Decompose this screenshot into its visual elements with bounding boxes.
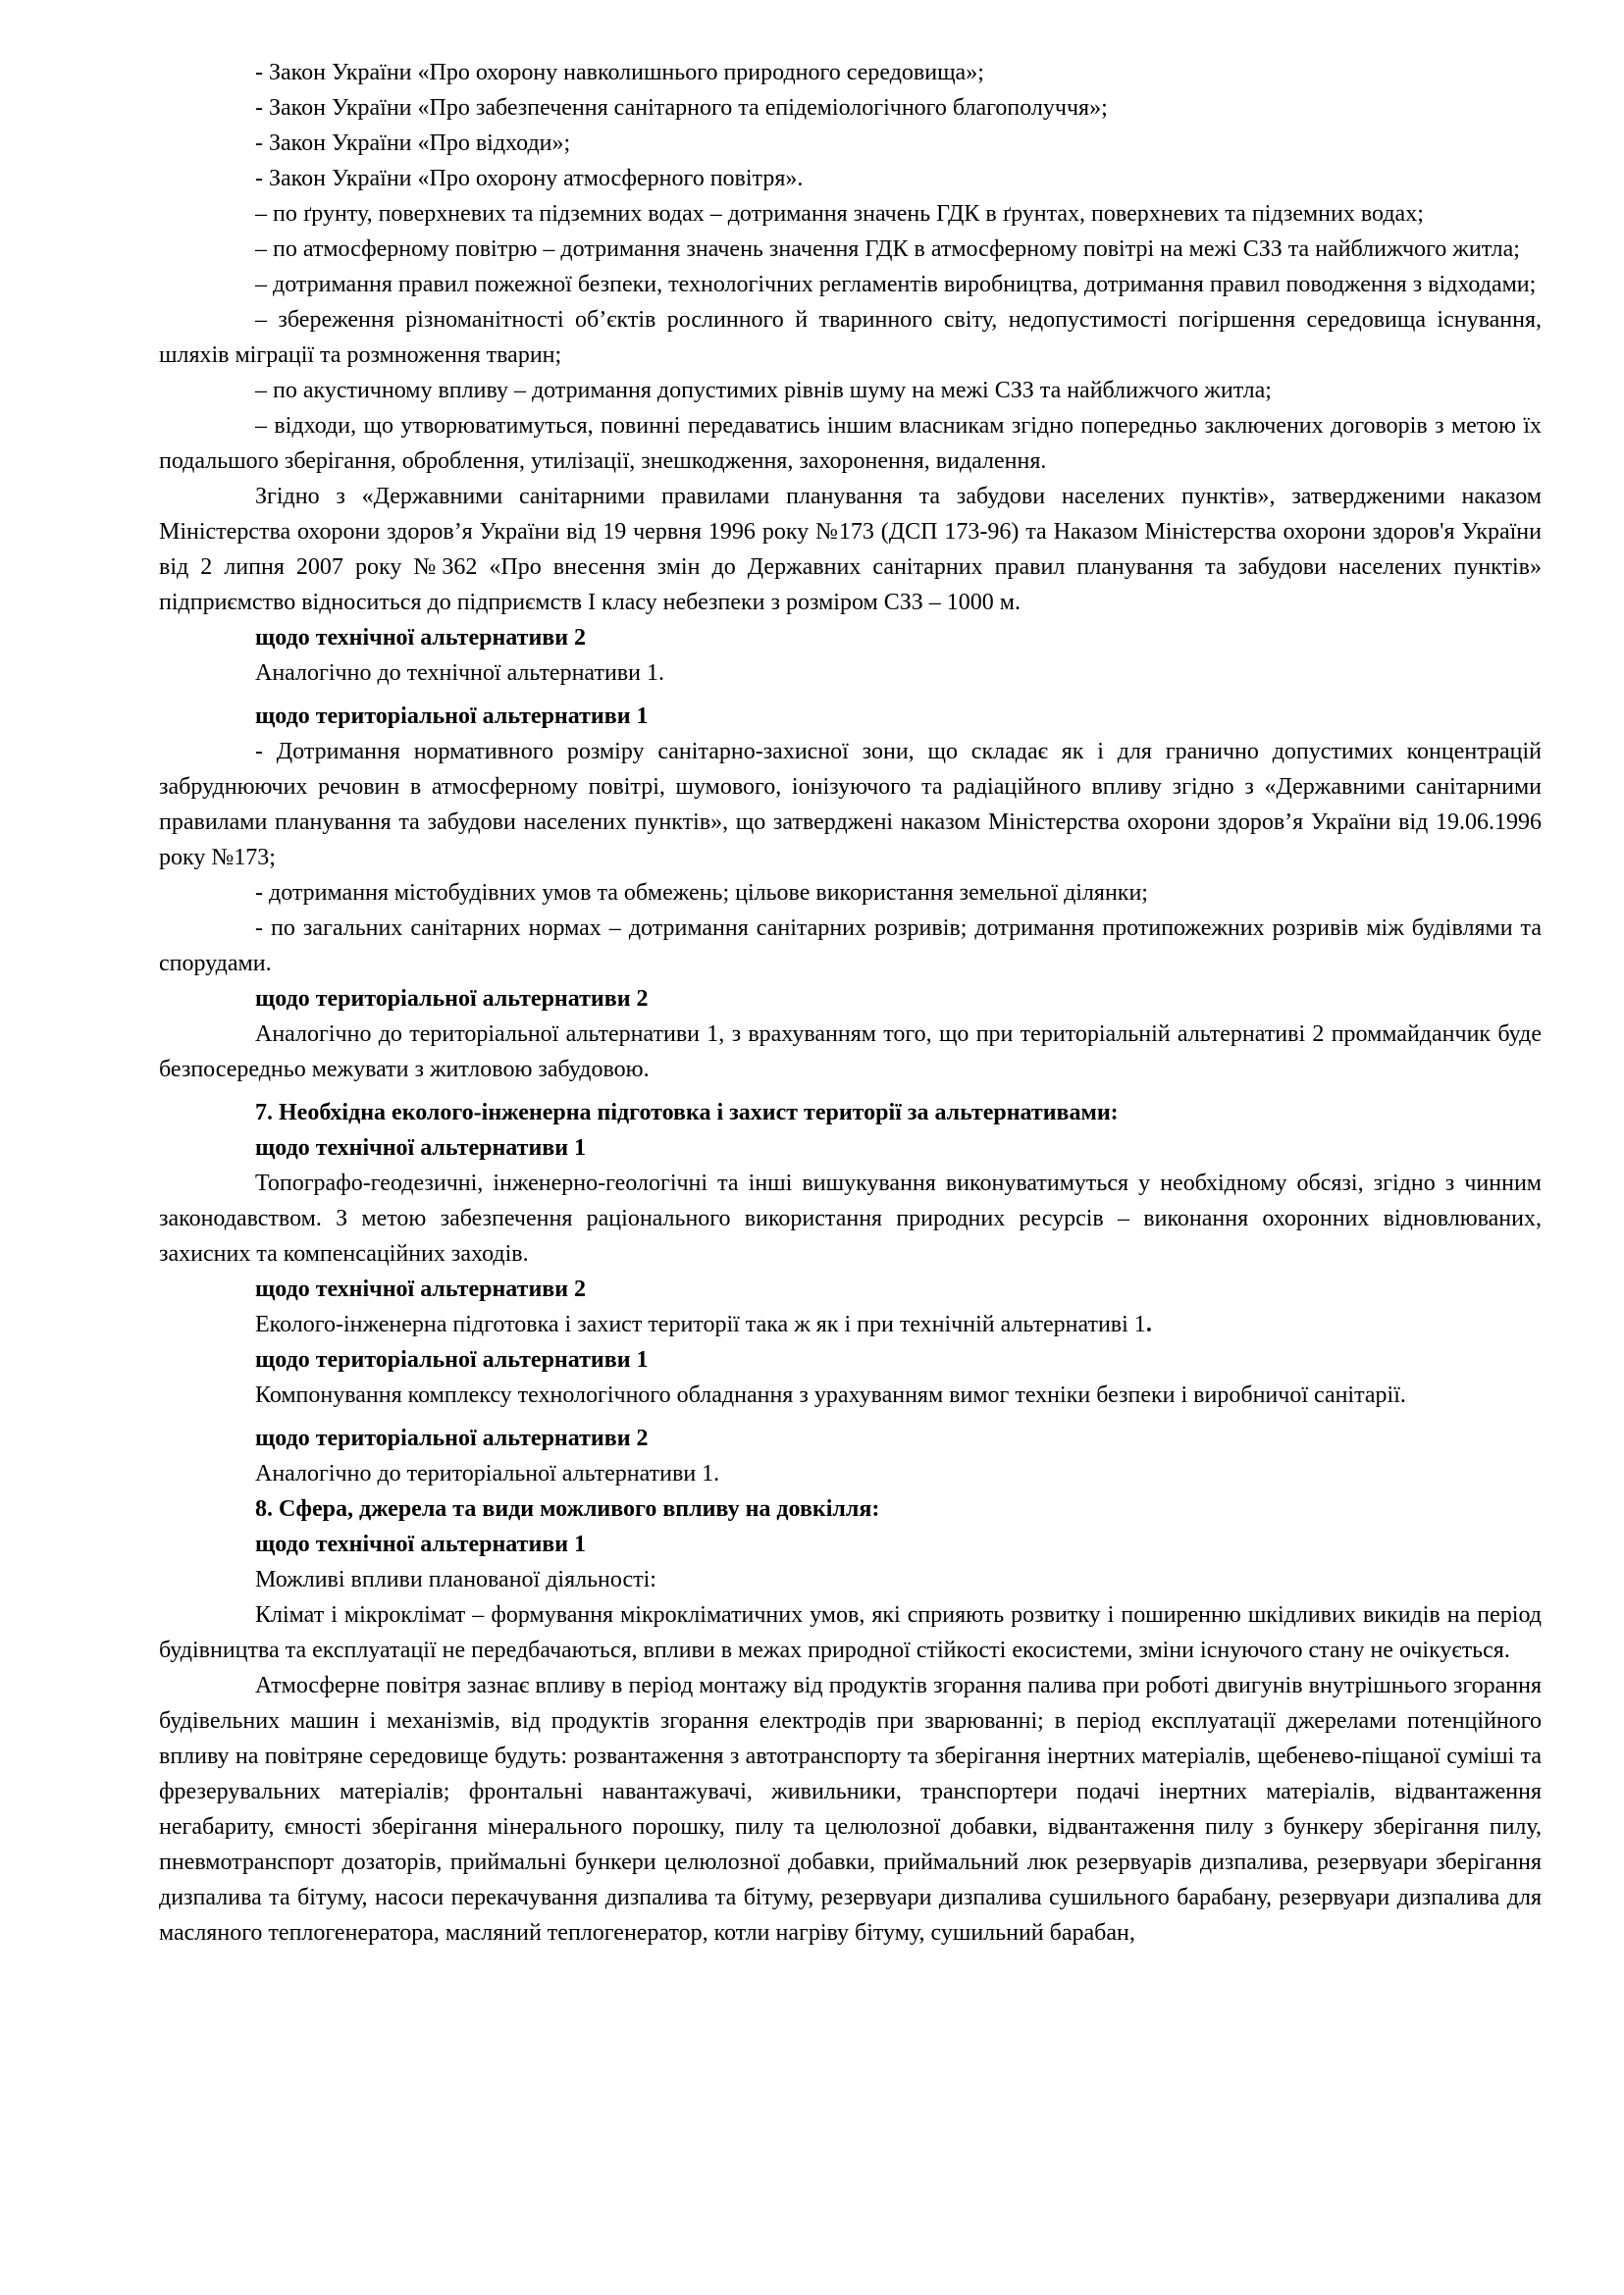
air-paragraph: Атмосферне повітря зазнає впливу в період монтажу від продуктів згорання палива при роботі двигунів внутрішнього згорання будівельних машин і механізмів, від продуктів згорання електродів при зварюванні; в період експлуатації джерелами потенційного впливу на повітряне середовище будуть: розвантаження з автотранспорту та зберігання інертних матеріалів, щебенево-піщаної суміші та фрезерувальних матеріалів; фронтальні навантажувачі, живильники, транспортери подачі інертних матеріалів, відвантаження негабариту, ємності зберігання мінерального порошку, пилу та целюлозної добавки, відвантаження пилу з бункеру зберігання пилу, пневмотранспорт дозаторів, приймальні бункери целюлозної добавки, приймальний люк резервуарів дизпалива, резервуари зберігання дизпалива та бітуму, насоси перекачування дизпалива та бітуму, резервуари дизпалива сушильного барабану, резервуари дизпалива для масляного теплогенератора, масляний теплогенератор, котли нагріву бітуму, сушильний барабан, <box>159 1673 1542 1946</box>
subheading-tech-2: щодо технічної альтернативи 2 <box>255 625 587 651</box>
body-text-tail: . <box>1145 1312 1152 1337</box>
subheading-tech-2: щодо технічної альтернативи 2 <box>255 1277 587 1302</box>
subheading-terr-1: щодо територіальної альтернативи 1 <box>255 704 649 729</box>
section-7-title: 7. Необхідна еколого-інженерна підготовка і захист території за альтернативами: <box>255 1100 1119 1125</box>
body-text: - по загальних санітарних нормах – дотримання санітарних розривів; дотримання протипожежних розривів між будівлями та спорудами. <box>159 915 1542 976</box>
law-item: - Закон України «Про відходи»; <box>255 130 571 156</box>
body-text: Компонування комплексу технологічного обладнання з урахуванням вимог техніки безпеки і виробничої санітарії. <box>255 1382 1406 1408</box>
law-item: - Закон України «Про охорону атмосферного повітря». <box>255 166 804 191</box>
body-text: Аналогічно до територіальної альтернативи 1, з врахуванням того, що при територіальній альтернативі 2 проммайданчик буде безпосередньо межувати з житловою забудовою. <box>159 1021 1542 1082</box>
subheading-terr-2: щодо територіальної альтернативи 2 <box>255 986 649 1012</box>
body-text: Аналогічно до технічної альтернативи 1. <box>255 660 664 686</box>
body-text: Можливі впливи планованої діяльності: <box>255 1567 656 1592</box>
subheading-terr-1: щодо територіальної альтернативи 1 <box>255 1347 649 1373</box>
law-item: - Закон України «Про охорону навколишнього природного середовища»; <box>255 60 984 85</box>
body-text: - дотримання містобудівних умов та обмежень; цільове використання земельної ділянки; <box>255 880 1148 906</box>
requirement-item: – по ґрунту, поверхневих та підземних водах – дотримання значень ГДК в ґрунтах, поверхневих та підземних водах; <box>255 201 1424 227</box>
szz-paragraph: Згідно з «Державними санітарними правилами планування та забудови населених пунктів», затвердженими наказом Міністерства охорони здоров’я України від 19 червня 1996 року №173 (ДСП 173-96) та Наказом Міністерства охорони здоров'я України від 2 липня 2007 року №362 «Про внесення змін до Державних санітарних правил планування та забудови населених пунктів» підприємство відноситься до підприємств І класу небезпеки з розміром СЗЗ – 1000 м. <box>159 484 1542 615</box>
body-text: - Дотримання нормативного розміру санітарно-захисної зони, що складає як і для гранично допустимих концентрацій забруднюючих речовин в атмосферному повітрі, шумового, іонізуючого та радіаційного впливу згідно з «Державними санітарними правилами планування та забудови населених пунктів», що затверджені наказом Міністерства охорони здоров’я України від 19.06.1996 року №173; <box>159 739 1542 870</box>
body-text <box>159 1307 1542 1342</box>
subheading-tech-1: щодо технічної альтернативи 1 <box>255 1135 587 1161</box>
body-text: Аналогічно до територіальної альтернативи 1. <box>255 1461 720 1487</box>
subheading-terr-2: щодо територіальної альтернативи 2 <box>255 1426 649 1451</box>
law-item: - Закон України «Про забезпечення санітарного та епідеміологічного благополуччя»; <box>255 95 1108 121</box>
climate-paragraph: Клімат і мікроклімат – формування мікрокліматичних умов, які сприяють розвитку і поширенню шкідливих викидів на період будівництва та експлуатації не передбачаються, впливи в межах природної стійкості екосистеми, зміни існуючого стану не очікується. <box>159 1602 1542 1663</box>
body-text-main: Еколого-інженерна підготовка і захист території така ж як і при технічній альтернативі 1 <box>255 1312 1146 1337</box>
requirement-item: – збереження різноманітності об’єктів рослинного й тваринного світу, недопустимості погіршення середовища існування, шляхів міграції та розмноження тварин; <box>159 307 1542 368</box>
section-8-title: 8. Сфера, джерела та види можливого впливу на довкілля: <box>255 1496 880 1522</box>
requirement-item: – дотримання правил пожежної безпеки, технологічних регламентів виробництва, дотримання правил поводження з відходами; <box>255 272 1537 297</box>
body-text: Топографо-геодезичні, інженерно-геологічні та інші вишукування виконуватимуться у необхідному обсязі, згідно з чинним законодавством. З метою забезпечення раціонального використання природних ресурсів – виконання охоронних відновлюваних, захисних та компенсаційних заходів. <box>159 1171 1542 1267</box>
requirement-item: – по атмосферному повітрю – дотримання значень значення ГДК в атмосферному повітрі на межі СЗЗ та найближчого житла; <box>255 236 1520 262</box>
requirement-item: – відходи, що утворюватимуться, повинні передаватись іншим власникам згідно попередньо заключених договорів з метою їх подальшого зберігання, оброблення, утилізації, знешкодження, захоронення, видалення. <box>159 413 1542 474</box>
subheading-tech-1: щодо технічної альтернативи 1 <box>255 1532 587 1557</box>
requirement-item: – по акустичному впливу – дотримання допустимих рівнів шуму на межі СЗЗ та найближчого житла; <box>255 378 1272 403</box>
document-page <box>159 55 1542 1951</box>
